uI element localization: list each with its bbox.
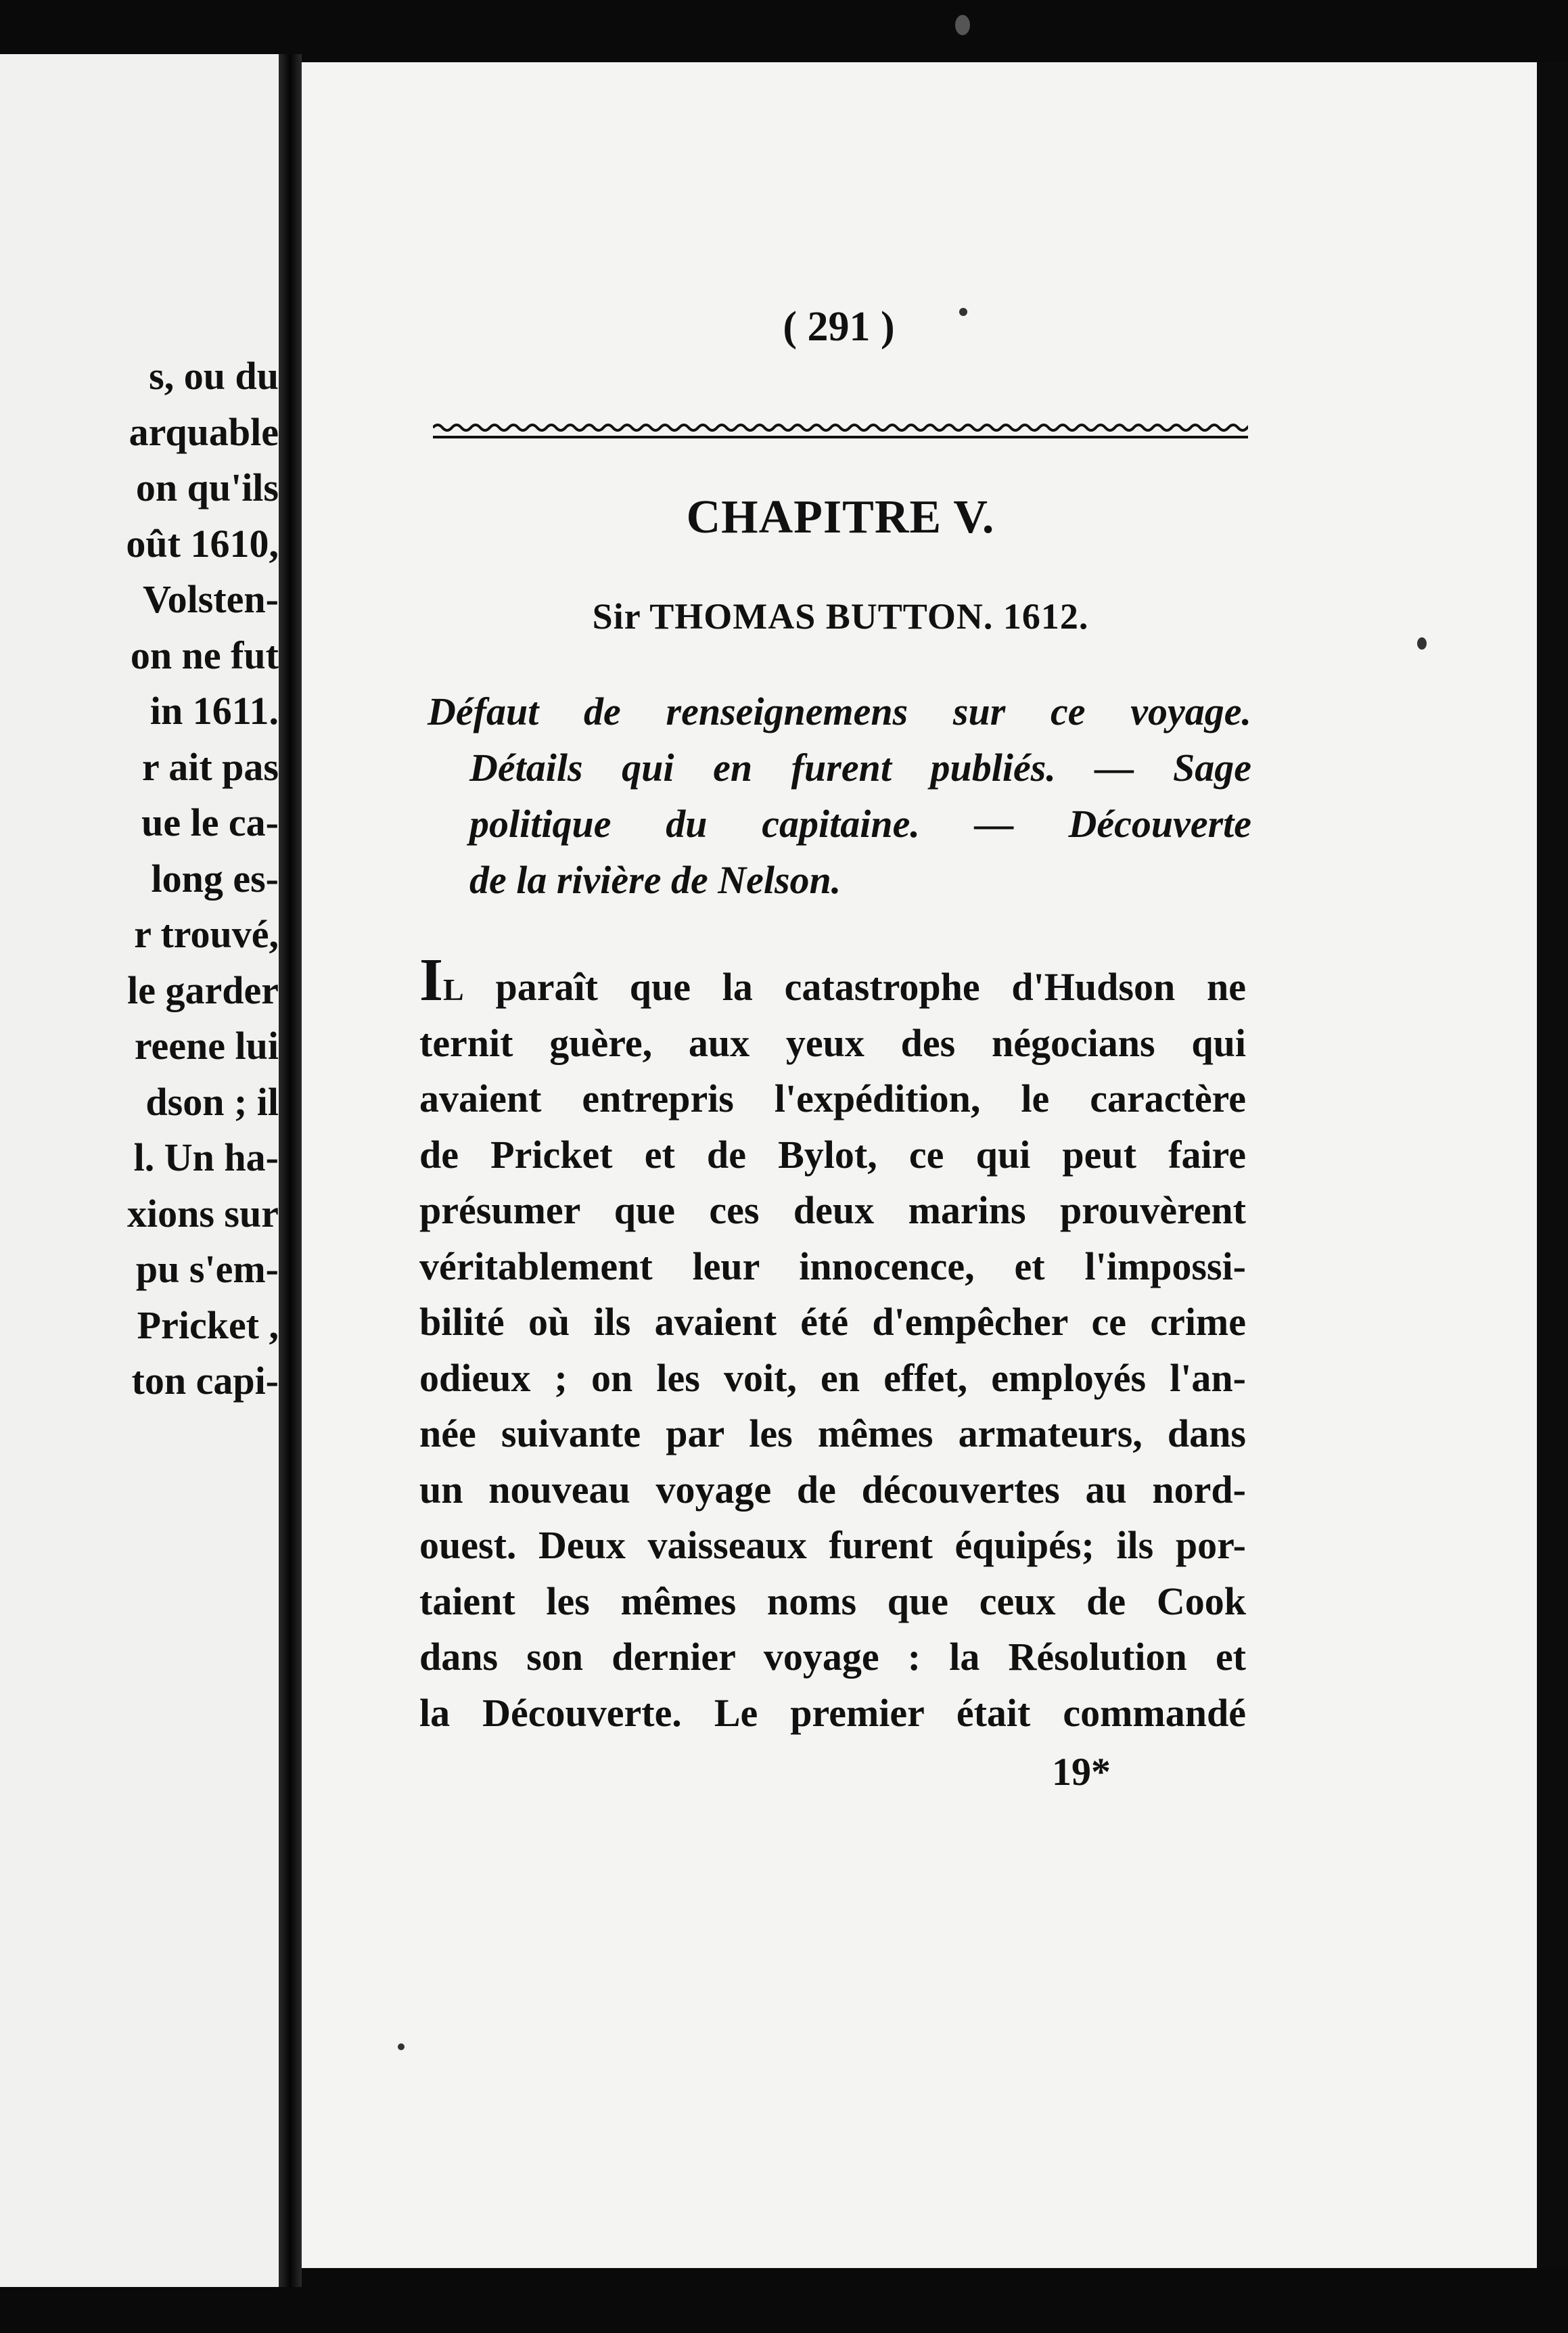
- body-line: ternit guère, aux yeux des négocians qui: [419, 1020, 1246, 1065]
- left-page-line: xions sur: [126, 1191, 279, 1236]
- body-line: dans son dernier voyage : la Résolution et: [419, 1635, 1246, 1679]
- left-page-text: [126, 348, 279, 1409]
- signature-mark: 19*: [1052, 1750, 1111, 1794]
- summary-line: de la rivière de Nelson.: [469, 858, 841, 902]
- summary-line: Détails qui en furent publiés. — Sage: [469, 746, 1251, 790]
- chapter-title: CHAPITRE V.: [686, 491, 995, 543]
- body-text: [419, 947, 1246, 1741]
- left-page-line: r trouvé,: [134, 912, 279, 956]
- drop-cap-rest: L: [443, 972, 464, 1007]
- ink-speck: [955, 15, 970, 35]
- left-page-line: l. Un ha-: [133, 1135, 279, 1179]
- left-page-line: s, ou du: [149, 354, 279, 398]
- first-line-text: paraît que la catastrophe d'Hudson ne: [463, 965, 1246, 1009]
- left-page-line: oût 1610,: [126, 521, 279, 566]
- body-line: odieux ; on les voit, en effet, employés l'an-: [419, 1355, 1246, 1400]
- ink-speck: [959, 308, 967, 316]
- body-line: née suivante par les mêmes armateurs, dans: [419, 1411, 1246, 1455]
- decorative-wavy-rule: [433, 421, 1248, 440]
- ink-speck: [398, 2043, 405, 2050]
- book-gutter: [279, 54, 302, 2287]
- body-line: avaient entrepris l'expédition, le caractère: [419, 1077, 1246, 1120]
- chapter-subtitle: Sir THOMAS BUTTON. 1612.: [592, 596, 1089, 637]
- left-page-line: dson ; il: [145, 1079, 279, 1124]
- page-edge: [1537, 62, 1568, 2268]
- left-page: [0, 54, 279, 2287]
- body-line: bilité où ils avaient été d'empêcher ce crime: [419, 1300, 1246, 1344]
- first-line: [419, 947, 1246, 1016]
- summary-line: Défaut de renseignemens sur ce voyage.: [428, 689, 1251, 733]
- left-page-line: arquable: [129, 409, 279, 454]
- left-page-line: ue le ca-: [141, 800, 279, 844]
- body-line: la Découverte. Le premier était commandé: [419, 1690, 1246, 1735]
- left-page-line: in 1611.: [149, 689, 279, 733]
- left-page-line: long es-: [151, 856, 279, 901]
- chapter-summary: [428, 683, 1251, 908]
- body-line: de Pricket et de Bylot, ce qui peut faire: [419, 1132, 1246, 1177]
- body-line: ouest. Deux vaisseaux furent équipés; ils por-: [419, 1523, 1246, 1567]
- left-page-line: Pricket ,: [137, 1303, 279, 1347]
- left-page-line: pu s'em-: [135, 1247, 279, 1291]
- left-page-line: Volsten-: [143, 577, 279, 621]
- left-page-line: on ne fut: [130, 633, 279, 677]
- left-page-line: reene lui: [134, 1024, 279, 1068]
- page-number: ( 291 ): [783, 304, 895, 350]
- body-line: un nouveau voyage de découvertes au nord-: [419, 1467, 1246, 1512]
- left-page-line: ton capi-: [131, 1359, 279, 1403]
- left-page-line: le garder: [127, 968, 279, 1012]
- body-line: présumer que ces deux marins prouvèrent: [419, 1188, 1246, 1232]
- left-page-line: r ait pas: [142, 744, 279, 789]
- ink-speck: [1417, 637, 1427, 650]
- body-line: véritablement leur innocence, et l'impossi-: [419, 1244, 1246, 1288]
- body-line: taient les mêmes noms que ceux de Cook: [419, 1579, 1246, 1623]
- left-page-line: on qu'ils: [135, 466, 279, 509]
- summary-line: politique du capitaine. — Découverte: [469, 802, 1251, 846]
- drop-cap: I: [419, 947, 444, 1014]
